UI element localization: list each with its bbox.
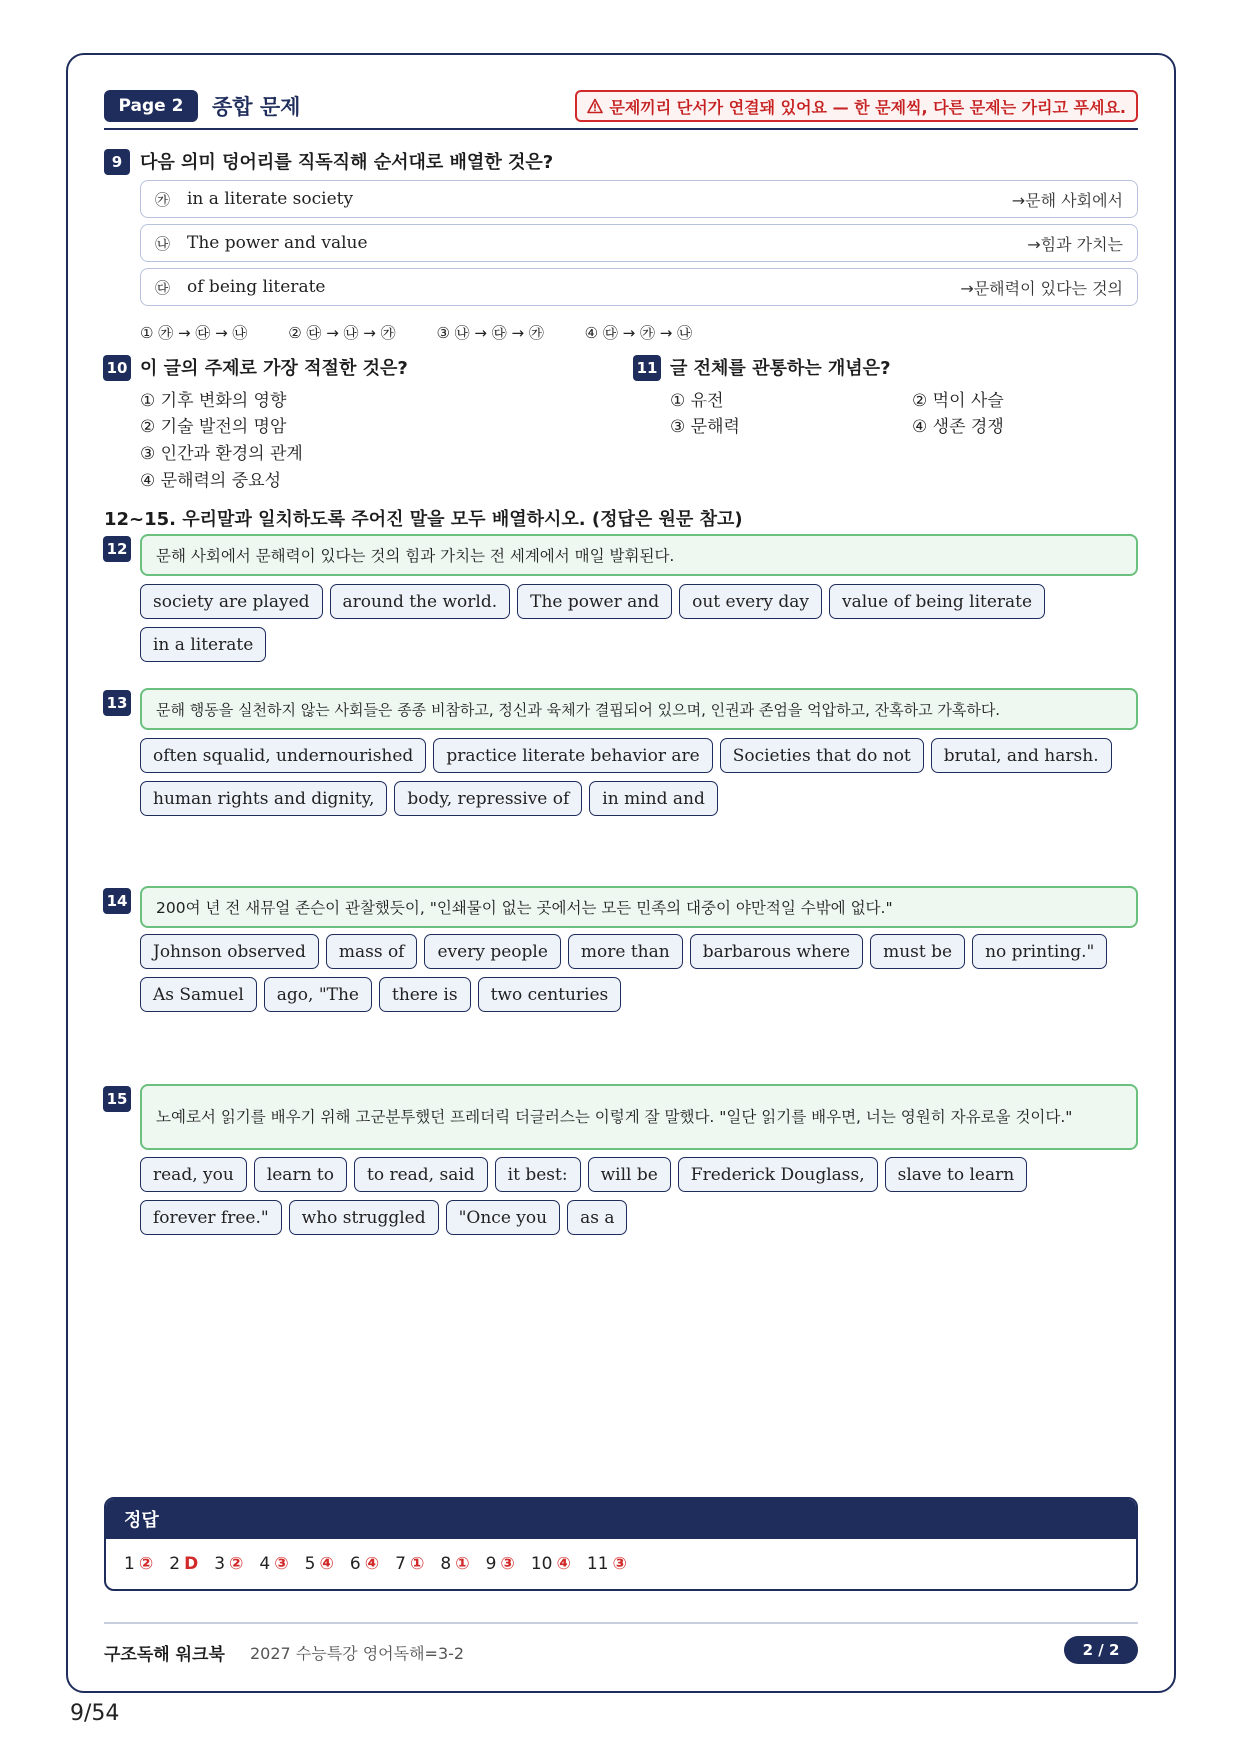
word-tile[interactable]: ago, "The: [264, 977, 372, 1012]
chunk-english: The power and value: [187, 233, 368, 253]
word-tile[interactable]: around the world.: [330, 584, 511, 619]
option[interactable]: ④ ㉰ → ㉮ → ㉯: [584, 324, 693, 342]
word-tiles: [140, 738, 1138, 816]
page-header: [104, 90, 1138, 130]
footer-subtitle: 2027 수능특강 영어독해=3-2: [250, 1644, 465, 1663]
word-tile[interactable]: two centuries: [478, 977, 622, 1012]
chunk-row: [140, 268, 1138, 306]
footer-page-badge: 2 / 2: [1064, 1636, 1138, 1664]
word-tile[interactable]: mass of: [326, 934, 418, 969]
question-10-text: 이 글의 주제로 가장 적절한 것은?: [140, 358, 408, 379]
answer-list: [106, 1539, 1136, 1589]
answer-item: 8 ①: [440, 1554, 470, 1574]
warning-text: 문제끼리 단서가 연결돼 있어요 — 한 문제씩, 다른 문제는 가리고 푸세요.: [609, 97, 1126, 117]
korean-sentence-text: 문해 사회에서 문해력이 있다는 것의 힘과 가치는 전 세계에서 매일 발휘된다.: [156, 547, 675, 565]
word-tile[interactable]: human rights and dignity,: [140, 781, 387, 816]
word-tile[interactable]: practice literate behavior are: [433, 738, 712, 773]
word-tile[interactable]: value of being literate: [829, 584, 1045, 619]
answer-item: 9 ③: [485, 1554, 515, 1574]
chunk-korean: →문해 사회에서: [1011, 190, 1123, 210]
question-9-text: 다음 의미 덩어리를 직독직해 순서대로 배열한 것은?: [140, 152, 554, 173]
warning-banner: [575, 90, 1138, 122]
answer-item: 2 D: [169, 1554, 199, 1574]
option[interactable]: ② 기술 발전의 명암: [140, 417, 287, 437]
option[interactable]: ① 유전: [670, 391, 724, 411]
question-number-15: 15: [103, 1086, 131, 1112]
word-tile[interactable]: brutal, and harsh.: [931, 738, 1112, 773]
chunk-mark: ㉰: [155, 278, 171, 297]
word-tile[interactable]: must be: [870, 934, 965, 969]
word-tile[interactable]: Societies that do not: [720, 738, 924, 773]
word-tile[interactable]: to read, said: [354, 1157, 488, 1192]
answer-item: 4 ③: [259, 1554, 289, 1574]
word-tiles: [140, 1157, 1138, 1235]
answer-key: [104, 1497, 1138, 1591]
footer-brand: 구조독해 워크북: [104, 1645, 225, 1665]
word-tile[interactable]: as a: [567, 1200, 627, 1235]
chunk-mark: ㉯: [155, 234, 171, 253]
option[interactable]: ② ㉰ → ㉯ → ㉮: [288, 324, 396, 342]
answer-item: 5 ④: [304, 1554, 334, 1574]
page-label: Page 2: [104, 90, 198, 122]
korean-sentence: [140, 688, 1138, 730]
option[interactable]: ③ 인간과 환경의 관계: [140, 444, 303, 464]
korean-sentence-text: 200여 년 전 새뮤얼 존슨이 관찰했듯이, "인쇄물이 없는 곳에서는 모든 민족의 대중이 야만적일 수밖에 없다.": [156, 899, 893, 917]
word-tile[interactable]: more than: [568, 934, 683, 969]
warning-triangle-icon: [587, 98, 603, 114]
answer-item: 3 ②: [214, 1554, 244, 1574]
chunk-mark: ㉮: [155, 190, 171, 209]
word-tile[interactable]: Johnson observed: [140, 934, 319, 969]
answer-key-title: 정답: [106, 1499, 1136, 1539]
word-tile[interactable]: body, repressive of: [394, 781, 582, 816]
word-tile[interactable]: read, you: [140, 1157, 247, 1192]
word-tile[interactable]: no printing.": [972, 934, 1107, 969]
question-number-10: 10: [103, 355, 131, 381]
word-tile[interactable]: barbarous where: [690, 934, 863, 969]
option[interactable]: ① 기후 변화의 영향: [140, 391, 287, 411]
option[interactable]: ④ 문해력의 중요성: [140, 471, 282, 491]
word-tiles: [140, 584, 1138, 662]
option[interactable]: ① ㉮ → ㉰ → ㉯: [140, 324, 248, 342]
question-number-9: 9: [104, 149, 130, 175]
word-tile[interactable]: forever free.": [140, 1200, 282, 1235]
answer-item: 7 ①: [395, 1554, 425, 1574]
section-title: 종합 문제: [212, 95, 301, 119]
word-tile[interactable]: it best:: [495, 1157, 581, 1192]
document-page-counter: 9/54: [70, 1701, 120, 1726]
option[interactable]: ③ 문해력: [670, 417, 740, 437]
korean-sentence-text: 노예로서 읽기를 배우기 위해 고군분투했던 프레더릭 더글러스는 이렇게 잘 말했다. "일단 읽기를 배우면, 너는 영원히 자유로울 것이다.": [156, 1107, 1073, 1126]
scramble-heading: 12~15. 우리말과 일치하도록 주어진 말을 모두 배열하시오. (정답은 원문 참고): [104, 509, 743, 530]
chunk-english: of being literate: [187, 277, 326, 297]
option[interactable]: ③ ㉯ → ㉰ → ㉮: [436, 324, 544, 342]
answer-item: 11 ③: [586, 1554, 627, 1574]
word-tile[interactable]: The power and: [517, 584, 672, 619]
korean-sentence: [140, 886, 1138, 928]
page-footer: [104, 1622, 1138, 1668]
word-tile[interactable]: "Once you: [446, 1200, 560, 1235]
word-tile[interactable]: every people: [424, 934, 560, 969]
answer-item: 1 ②: [124, 1554, 154, 1574]
option[interactable]: ② 먹이 사슬: [912, 391, 1004, 411]
word-tile[interactable]: As Samuel: [140, 977, 257, 1012]
chunk-row: [140, 180, 1138, 218]
word-tile[interactable]: learn to: [254, 1157, 347, 1192]
word-tile[interactable]: slave to learn: [885, 1157, 1028, 1192]
word-tile[interactable]: who struggled: [289, 1200, 439, 1235]
korean-sentence-text: 문해 행동을 실천하지 않는 사회들은 종종 비참하고, 정신과 육체가 결핍되어 있으며, 인권과 존엄을 억압하고, 잔혹하고 가혹하다.: [156, 700, 1001, 719]
word-tile[interactable]: there is: [379, 977, 471, 1012]
question-number-14: 14: [103, 888, 131, 914]
chunk-korean: →문해력이 있다는 것의: [960, 278, 1123, 298]
word-tile[interactable]: out every day: [679, 584, 822, 619]
word-tile[interactable]: Frederick Douglass,: [678, 1157, 878, 1192]
answer-item: 6 ④: [349, 1554, 380, 1574]
question-number-13: 13: [103, 690, 131, 716]
word-tiles: [140, 934, 1138, 1012]
word-tile[interactable]: society are played: [140, 584, 323, 619]
question-11-text: 글 전체를 관통하는 개념은?: [670, 358, 891, 379]
question-number-12: 12: [103, 536, 131, 562]
word-tile[interactable]: in a literate: [140, 627, 266, 662]
word-tile[interactable]: often squalid, undernourished: [140, 738, 426, 773]
korean-sentence: [140, 534, 1138, 576]
chunk-english: in a literate society: [187, 189, 354, 209]
word-tile[interactable]: will be: [588, 1157, 671, 1192]
word-tile[interactable]: in mind and: [589, 781, 718, 816]
chunk-korean: →힘과 가치는: [1027, 234, 1123, 254]
question-9-options: [140, 322, 728, 343]
chunk-row: [140, 224, 1138, 262]
question-number-11: 11: [633, 355, 661, 381]
option[interactable]: ④ 생존 경쟁: [912, 417, 1004, 437]
korean-sentence: [140, 1084, 1138, 1150]
answer-item: 10 ④: [530, 1554, 571, 1574]
